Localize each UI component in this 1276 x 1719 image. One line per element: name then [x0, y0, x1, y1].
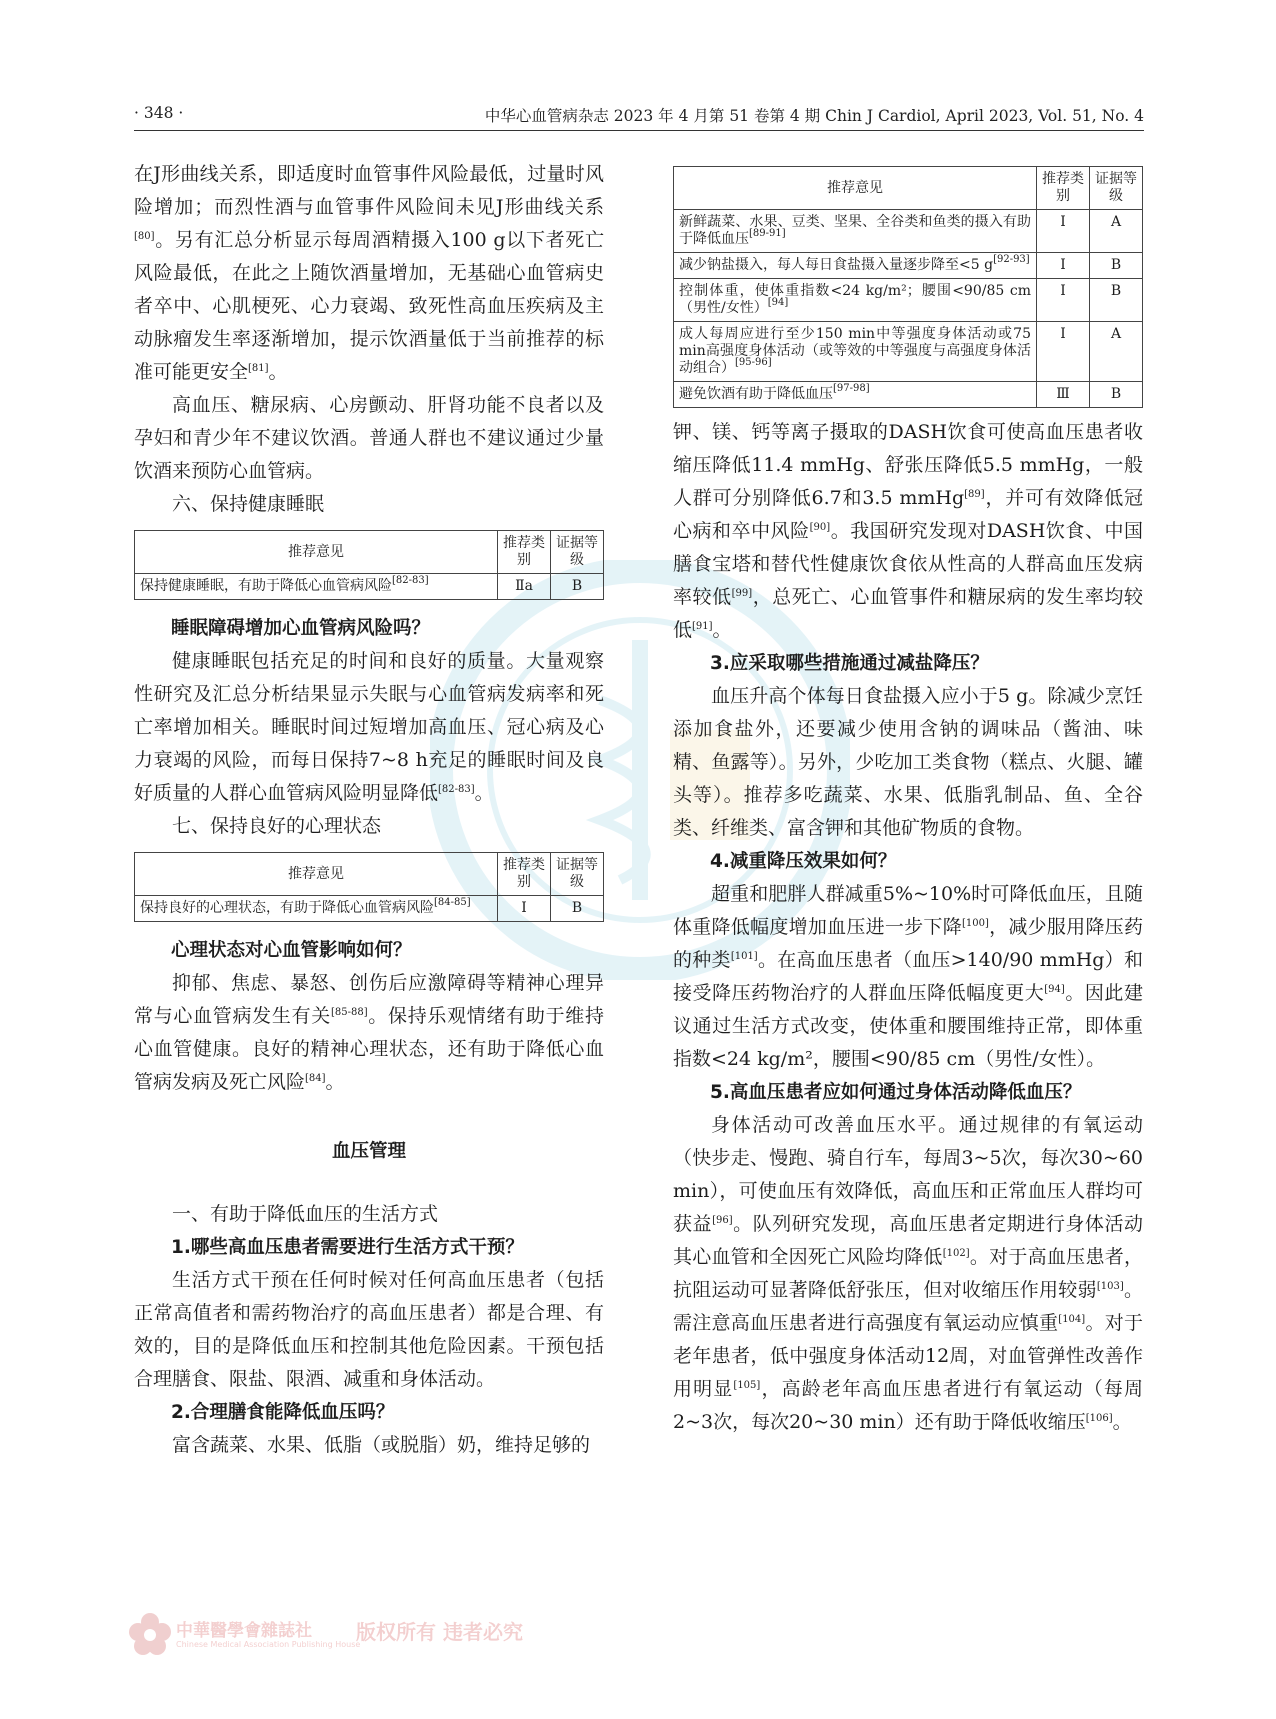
- paragraph: 健康睡眠包括充足的时间和良好的质量。大量观察性研究及汇总分析结果显示失眠与心血管病发病率和死亡率增加相关。睡眠时间过短增加高血压、冠心病及心力衰竭的风险，而每日保持7~8 h充足的睡眠时间及良好质量的人群心血管病风险明显降低[82-83]。: [134, 650, 604, 804]
- evidence-level: B: [1090, 279, 1143, 322]
- table-row: 成人每周应进行至少150 min中等强度身体活动或75 min高强度身体活动（或等效的中等强度与高强度身体活动组合）[95-96] Ⅰ A: [674, 322, 1143, 382]
- question-heading: 5.高血压患者应如何通过身体活动降低血压？: [710, 1082, 1082, 1103]
- paragraph: 抑郁、焦虑、暴怒、创伤后应激障碍等精神心理异常与心血管病发生有关[85-88]。保持乐观情绪有助于维持心血管健康。良好的精神心理状态，还有助于降低心血管病发病及死亡风险[84]。: [134, 972, 604, 1093]
- question-heading: 睡眠障碍增加心血管病风险吗？: [171, 618, 431, 639]
- citation-ref[interactable]: [106]: [1085, 1413, 1113, 1424]
- recommendation-class: Ⅰ: [1037, 210, 1090, 253]
- citation-ref[interactable]: [100]: [961, 918, 989, 929]
- evidence-level: A: [1090, 322, 1143, 382]
- citation-ref[interactable]: [85-88]: [330, 1007, 368, 1018]
- citation-ref[interactable]: [103]: [1096, 1281, 1124, 1292]
- citation-ref[interactable]: [97-98]: [833, 383, 870, 394]
- evidence-level: B: [1090, 253, 1143, 279]
- column-header: 证据等级: [551, 853, 604, 896]
- citation-ref[interactable]: [95-96]: [735, 357, 772, 368]
- evidence-level: B: [1090, 382, 1143, 408]
- question-heading: 1.哪些高血压患者需要进行生活方式干预？: [171, 1237, 524, 1258]
- citation-ref[interactable]: [91]: [692, 621, 713, 632]
- table-row: 控制体重，使体重指数<24 kg/m²；腰围<90/85 cm（男性/女性）[94] Ⅰ B: [674, 279, 1143, 322]
- recommendation-class: Ⅰ: [498, 896, 551, 922]
- table-row: 减少钠盐摄入，每人每日食盐摄入量逐步降至<5 g[92-93] Ⅰ B: [674, 253, 1143, 279]
- citation-ref[interactable]: [89]: [964, 489, 985, 500]
- publisher-name-en: Chinese Medical Association Publishing House: [176, 1640, 361, 1649]
- table-row: 避免饮酒有助于降低血压[97-98] Ⅲ B: [674, 382, 1143, 408]
- citation-ref[interactable]: [84-85]: [434, 897, 471, 908]
- paragraph: 身体活动可改善血压水平。通过规律的有氧运动（快步走、慢跑、骑自行车，每周3~5次，每次30~60 min），可使血压有效降低，高血压和正常血压人群均可获益[96]。队列研究发现，高血压患者定期进行身体活动其心血管和全因死亡风险均降低[102]。对于高血压患者，抗阻运动可显著降低舒张压，但对收缩压作用较弱[103]。需注意高血压患者进行高强度有氧运动应慎重[104]。对于老年患者，低中强度身体活动12周，对血管弹性改善作用明显[105]，高龄老年高血压患者进行有氧运动（每周2~3次，每次20~30 min）还有助于降低收缩压[106]。: [673, 1114, 1143, 1433]
- left-column: [134, 158, 604, 1462]
- section-heading: 六、保持健康睡眠: [172, 493, 325, 515]
- recommendation-class: Ⅲ: [1037, 382, 1090, 408]
- page-number: · 348 ·: [134, 104, 184, 122]
- citation-ref[interactable]: [94]: [767, 297, 789, 308]
- recommendation-class: Ⅱa: [498, 574, 551, 600]
- evidence-level: A: [1090, 210, 1143, 253]
- recommendation-table-sleep: [134, 530, 604, 600]
- question-heading: 心理状态对心血管影响如何？: [171, 940, 412, 961]
- citation-ref[interactable]: [96]: [712, 1215, 733, 1226]
- citation-ref[interactable]: [102]: [942, 1248, 970, 1259]
- paragraph: 钾、镁、钙等离子摄取的DASH饮食可使高血压患者收缩压降低11.4 mmHg、舒张压降低5.5 mmHg，一般人群可分别降低6.7和3.5 mmHg[89]，并可有效降低冠心病和卒中风险[90]。我国研究发现对DASH饮食、中国膳食宝塔和替代性健康饮食依从性高的人群高血压发病率较低[99]，总死亡、心血管事件和糖尿病的发生率均较低[91]。: [673, 421, 1143, 641]
- citation-ref[interactable]: [90]: [809, 522, 831, 533]
- recommendation-class: Ⅰ: [1037, 253, 1090, 279]
- question-heading: 3.应采取哪些措施通过减盐降压？: [710, 653, 989, 674]
- paragraph: 生活方式干预在任何时候对任何高血压患者（包括正常高值者和需药物治疗的高血压患者）都是合理、有效的，目的是降低血压和控制其他危险因素。干预包括合理膳食、限盐、限酒、减重和身体活动。: [134, 1269, 604, 1390]
- column-header: 推荐意见: [674, 167, 1037, 210]
- citation-ref[interactable]: [82-83]: [438, 784, 475, 795]
- section-heading: 七、保持良好的心理状态: [172, 815, 382, 837]
- section-title-bp: 血压管理: [331, 1141, 406, 1162]
- column-header: 证据等级: [551, 531, 604, 574]
- citation-ref[interactable]: [101]: [730, 951, 758, 962]
- recommendation-class: Ⅰ: [1037, 279, 1090, 322]
- citation-ref[interactable]: [92-93]: [993, 254, 1030, 265]
- paragraph: 富含蔬菜、水果、低脂（或脱脂）奶，维持足够的: [172, 1434, 591, 1456]
- citation-ref[interactable]: [104]: [1058, 1314, 1086, 1325]
- recommendation-table-psych: [134, 852, 604, 922]
- paragraph: 高血压、糖尿病、心房颤动、肝肾功能不良者以及孕妇和青少年不建议饮酒。普通人群也不建议通过少量饮酒来预防心血管病。: [134, 394, 604, 482]
- publisher-name-cn: 中華醫學會雜誌社: [176, 1621, 312, 1641]
- table-row: 新鲜蔬菜、水果、豆类、坚果、全谷类和鱼类的摄入有助于降低血压[89-91] Ⅰ A: [674, 210, 1143, 253]
- citation-ref[interactable]: [80]: [134, 231, 155, 242]
- publisher-watermark: [128, 1610, 628, 1660]
- recommendation-class: Ⅰ: [1037, 322, 1090, 382]
- citation-ref[interactable]: [84]: [305, 1073, 326, 1084]
- evidence-level: B: [551, 574, 604, 600]
- copyright-notice: 版权所有 违者必究: [356, 1620, 523, 1644]
- table-row: 保持健康睡眠，有助于降低心血管病风险[82-83] Ⅱa B: [135, 574, 604, 600]
- journal-citation: 中华心血管病杂志 2023 年 4 月第 51 卷第 4 期 Chin J Cardiol, April 2023, Vol. 51, No. 4: [484, 107, 1144, 125]
- citation-ref[interactable]: [99]: [731, 588, 753, 599]
- column-header: 推荐意见: [135, 531, 498, 574]
- column-header: 证据等级: [1090, 167, 1143, 210]
- flower-logo-icon: [128, 1612, 172, 1656]
- evidence-level: B: [551, 896, 604, 922]
- paragraph: 超重和肥胖人群减重5%~10%时可降低血压，且随体重降低幅度增加血压进一步下降[100]，减少服用降压药的种类[101]。在高血压患者（血压>140/90 mmHg）和接受降压药物治疗的人群血压降低幅度更大[94]。因此建议通过生活方式改变，使体重和腰围维持正常，即体重指数<24 kg/m²，腰围<90/85 cm（男性/女性）。: [673, 883, 1143, 1070]
- paragraph: 在J形曲线关系，即适度时血管事件风险最低，过量时风险增加；而烈性酒与血管事件风险间未见J形曲线关系[80]。另有汇总分析显示每周酒精摄入100 g以下者死亡风险最低，在此之上随饮酒量增加，无基础心血管病史者卒中、心肌梗死、心力衰竭、致死性高血压疾病及主动脉瘤发生率逐渐增加，提示饮酒量低于当前推荐的标准可能更安全[81]。: [134, 163, 604, 383]
- citation-ref[interactable]: [82-83]: [392, 575, 429, 586]
- table-row: 保持良好的心理状态，有助于降低心血管病风险[84-85] Ⅰ B: [135, 896, 604, 922]
- question-heading: 2.合理膳食能降低血压吗？: [171, 1402, 395, 1423]
- citation-ref[interactable]: [89-91]: [749, 228, 786, 239]
- column-header: 推荐类别: [1037, 167, 1090, 210]
- paragraph: 血压升高个体每日食盐摄入应小于5 g。除减少烹饪添加食盐外，还要减少使用含钠的调味品（酱油、味精、鱼露等）。另外，少吃加工类食物（糕点、火腿、罐头等）。推荐多吃蔬菜、水果、低脂乳制品、鱼、全谷类、纤维类、富含钾和其他矿物质的食物。: [673, 685, 1143, 839]
- section-heading: 一、有助于降低血压的生活方式: [172, 1203, 439, 1225]
- column-header: 推荐类别: [498, 853, 551, 896]
- citation-ref[interactable]: [94]: [1044, 984, 1065, 995]
- page-header: [134, 100, 1144, 131]
- column-header: 推荐意见: [135, 853, 498, 896]
- right-column: [673, 166, 1143, 1439]
- citation-ref[interactable]: [105]: [733, 1380, 761, 1391]
- question-heading: 4.减重降压效果如何？: [710, 851, 897, 872]
- recommendation-table-bp-lifestyle: [673, 166, 1143, 408]
- column-header: 推荐类别: [498, 531, 551, 574]
- citation-ref[interactable]: [81]: [248, 363, 269, 374]
